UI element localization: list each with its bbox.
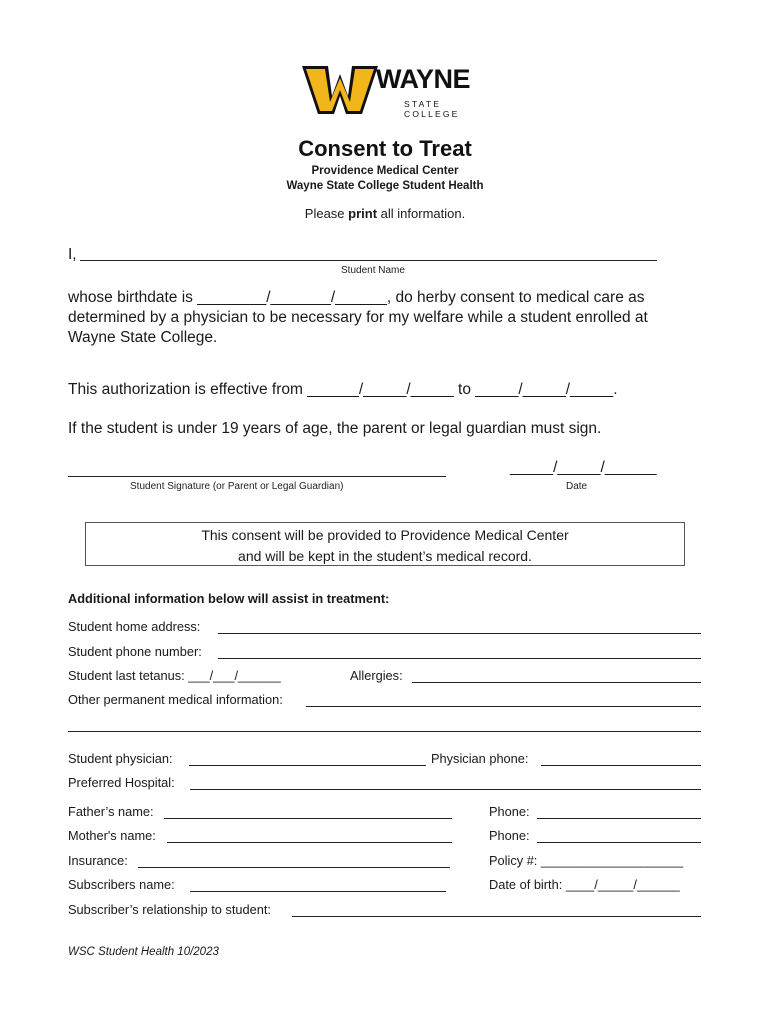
footer-note: WSC Student Health 10/2023 — [68, 946, 219, 958]
father-name-field[interactable] — [164, 804, 452, 819]
father-phone-field[interactable] — [537, 804, 701, 819]
mother-name-label: Mother's name: — [68, 828, 156, 843]
date-label: Date — [566, 481, 588, 492]
minor-note: If the student is under 19 years of age, the parent or legal guardian must sign. — [68, 420, 602, 437]
allergies-label: Allergies: — [350, 668, 403, 683]
additional-info-heading: Additional information below will assist in treatment: — [68, 591, 390, 606]
physician-phone-field[interactable] — [541, 751, 701, 766]
other-medical-field-line2[interactable] — [68, 717, 701, 732]
intro-prefix: I, — [68, 246, 77, 263]
student-name-field[interactable] — [80, 244, 657, 261]
insurance-field[interactable] — [138, 853, 450, 868]
subtitle-provider: Providence Medical Center — [311, 165, 459, 177]
subtitle-health: Wayne State College Student Health — [286, 180, 484, 192]
other-medical-label: Other permanent medical information: — [68, 692, 283, 707]
physician-label: Student physician: — [68, 751, 173, 766]
allergies-field[interactable] — [412, 668, 701, 683]
other-medical-field[interactable] — [306, 692, 701, 707]
w-logo-icon — [300, 62, 380, 118]
last-tetanus-field[interactable]: Student last tetanus: ___/___/______ — [68, 668, 281, 683]
logo-wordmark: WAYNE — [376, 64, 471, 94]
mother-phone-label: Phone: — [489, 828, 530, 843]
date-of-birth-field[interactable]: Date of birth: ____/_____/______ — [489, 877, 680, 892]
physician-field[interactable] — [189, 751, 426, 766]
phone-number-label: Student phone number: — [68, 644, 202, 659]
subscriber-name-field[interactable] — [190, 877, 446, 892]
logo-subtitle: STATE COLLEGE — [404, 99, 460, 119]
preferred-hospital-label: Preferred Hospital: — [68, 775, 175, 790]
signature-field[interactable] — [68, 462, 446, 477]
consent-paragraph: whose birthdate is ________/_______/______, do herby consent to medical care as determined by a physician to be necessary for my welfare while a student enrolled at Wayne State College. — [68, 289, 648, 346]
insurance-label: Insurance: — [68, 853, 128, 868]
physician-phone-label: Physician phone: — [431, 751, 529, 766]
phone-number-field[interactable] — [218, 644, 701, 659]
father-phone-label: Phone: — [489, 804, 530, 819]
mother-name-field[interactable] — [167, 828, 452, 843]
birthdate-field[interactable]: ________/_______/______ — [197, 289, 387, 306]
home-address-field[interactable] — [218, 619, 701, 634]
authorization-dates[interactable]: This authorization is effective from ______/_____/_____ to _____/_____/_____. — [68, 381, 618, 398]
policy-field[interactable]: Policy #: ____________________ — [489, 853, 684, 868]
print-instruction: Please print all information. — [304, 206, 466, 221]
wayne-state-logo — [300, 62, 490, 118]
student-name-label: Student Name — [341, 265, 405, 276]
home-address-label: Student home address: — [68, 619, 201, 634]
consent-notice-box: This consent will be provided to Providence Medical Center and will be kept in the student’s medical record. — [85, 522, 685, 566]
relationship-field[interactable] — [292, 902, 701, 917]
signature-date-field[interactable]: _____/_____/______ — [510, 459, 657, 476]
relationship-label: Subscriber’s relationship to student: — [68, 902, 271, 917]
mother-phone-field[interactable] — [537, 828, 701, 843]
preferred-hospital-field[interactable] — [190, 775, 701, 790]
subscriber-name-label: Subscribers name: — [68, 877, 175, 892]
signature-label: Student Signature (or Parent or Legal Guardian) — [130, 481, 344, 492]
father-name-label: Father’s name: — [68, 804, 154, 819]
page-title: Consent to Treat — [298, 136, 472, 161]
